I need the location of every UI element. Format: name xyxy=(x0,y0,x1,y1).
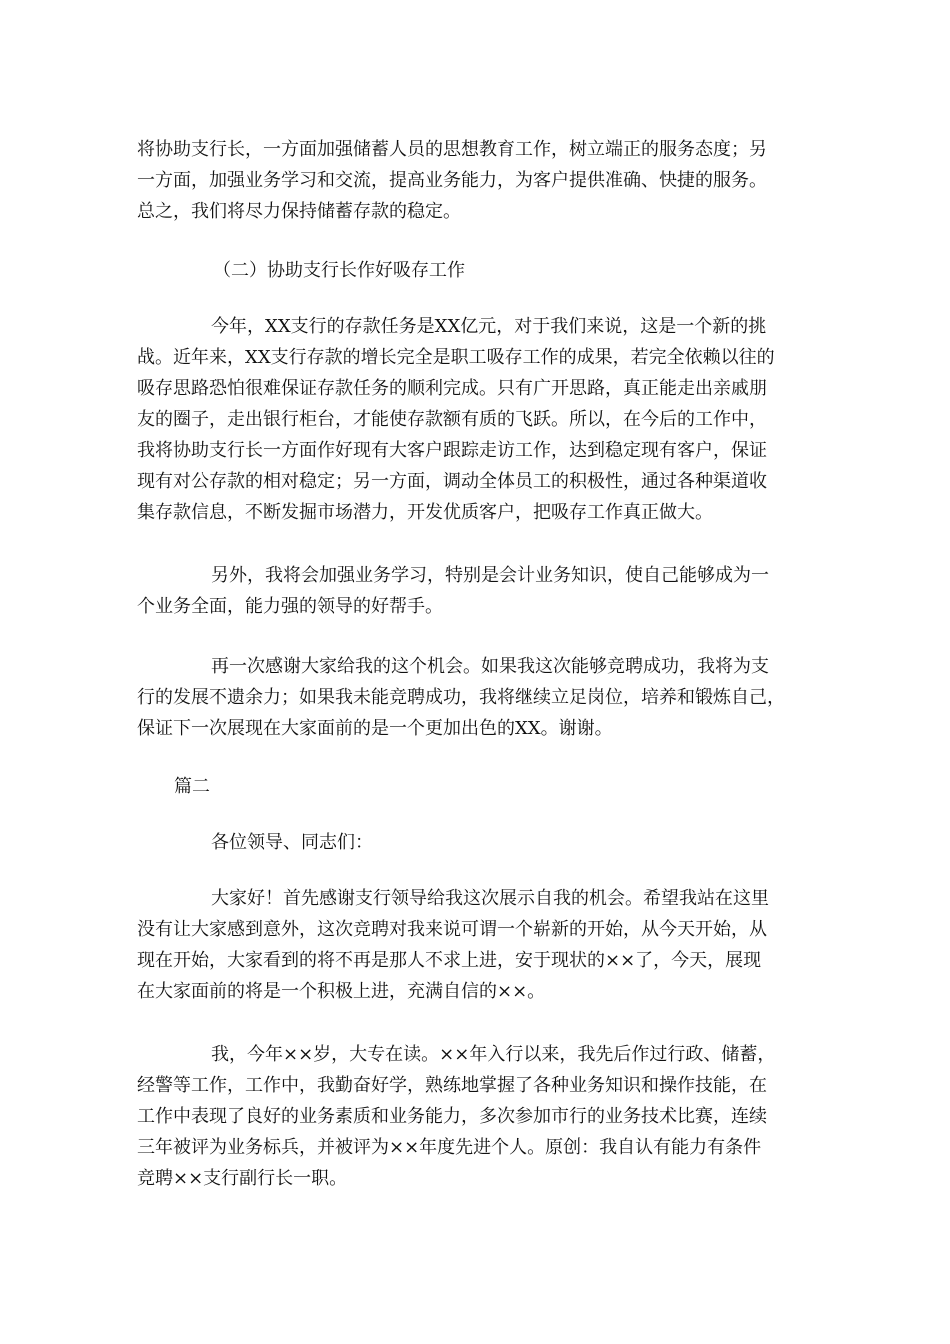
text-line: 另外，我将会加强业务学习，特别是会计业务知识，使自己能够成为一 xyxy=(211,565,769,586)
text-line: 在大家面前的将是一个积极上进，充满自信的××。 xyxy=(137,981,546,1002)
text-line: 现在开始，大家看到的将不再是那人不求上进，安于现状的××了，今天，展现 xyxy=(137,950,762,971)
paragraph-thanks xyxy=(137,651,817,744)
text-line: 集存款信息，不断发掘市场潜力，开发优质客户，把吸存工作真正做大。 xyxy=(137,502,713,523)
text-line: 竞聘××支行副行长一职。 xyxy=(137,1168,348,1189)
section-title-part-two: 篇二 xyxy=(174,776,210,797)
text-line: 一方面，加强业务学习和交流，提高业务能力，为客户提供准确、快捷的服务。 xyxy=(137,170,767,191)
text-line: 再一次感谢大家给我的这个机会。如果我这次能够竞聘成功，我将为支 xyxy=(211,656,769,677)
text-line: 没有让大家感到意外，这次竞聘对我来说可谓一个崭新的开始，从今天开始，从 xyxy=(137,919,767,940)
text-line: 大家好！首先感谢支行领导给我这次展示自我的机会。希望我站在这里 xyxy=(211,888,769,909)
text-line: 将协助支行长，一方面加强储蓄人员的思想教育工作，树立端正的服务态度；另 xyxy=(137,139,767,160)
text-line: 工作中表现了良好的业务素质和业务能力，多次参加市行的业务技术比赛，连续 xyxy=(137,1106,767,1127)
text-line: 我将协助支行长一方面作好现有大客户跟踪走访工作，达到稳定现有客户，保证 xyxy=(137,440,767,461)
text-line: 战。近年来，XX支行存款的增长完全是职工吸存工作的成果，若完全依赖以往的 xyxy=(137,347,775,368)
text-line: 三年被评为业务标兵，并被评为××年度先进个人。原创：我自认有能力有条件 xyxy=(137,1137,762,1158)
paragraph-self-introduction xyxy=(137,1039,817,1194)
paragraph-service-attitude xyxy=(137,134,817,227)
text-line: 现有对公存款的相对稳定；另一方面，调动全体员工的积极性，通过各种渠道收 xyxy=(137,471,767,492)
paragraph-deposit-task xyxy=(137,311,817,528)
text-line: 今年，XX支行的存款任务是XX亿元，对于我们来说，这是一个新的挑 xyxy=(211,316,767,337)
text-line: 行的发展不遗余力；如果我未能竞聘成功，我将继续立足岗位，培养和锻炼自己， xyxy=(137,687,785,708)
text-line: 总之，我们将尽力保持储蓄存款的稳定。 xyxy=(137,201,461,222)
text-line: 吸存思路恐怕很难保证存款任务的顺利完成。只有广开思路，真正能走出亲戚朋 xyxy=(137,378,767,399)
text-line: 个业务全面，能力强的领导的好帮手。 xyxy=(137,596,443,617)
text-line: 保证下一次展现在大家面前的是一个更加出色的XX。谢谢。 xyxy=(137,718,613,739)
greeting: 各位领导、同志们： xyxy=(211,832,373,853)
paragraph-opening xyxy=(137,883,817,1007)
text-line: 经警等工作，工作中，我勤奋好学，熟练地掌握了各种业务知识和操作技能，在 xyxy=(137,1075,767,1096)
text-line: 友的圈子，走出银行柜台，才能使存款额有质的飞跃。所以，在今后的工作中， xyxy=(137,409,767,430)
text-line: 我，今年××岁，大专在读。××年入行以来，我先后作过行政、储蓄， xyxy=(211,1044,776,1065)
paragraph-business-study xyxy=(137,560,817,622)
section-heading-deposit-work: （二）协助支行长作好吸存工作 xyxy=(213,260,465,281)
